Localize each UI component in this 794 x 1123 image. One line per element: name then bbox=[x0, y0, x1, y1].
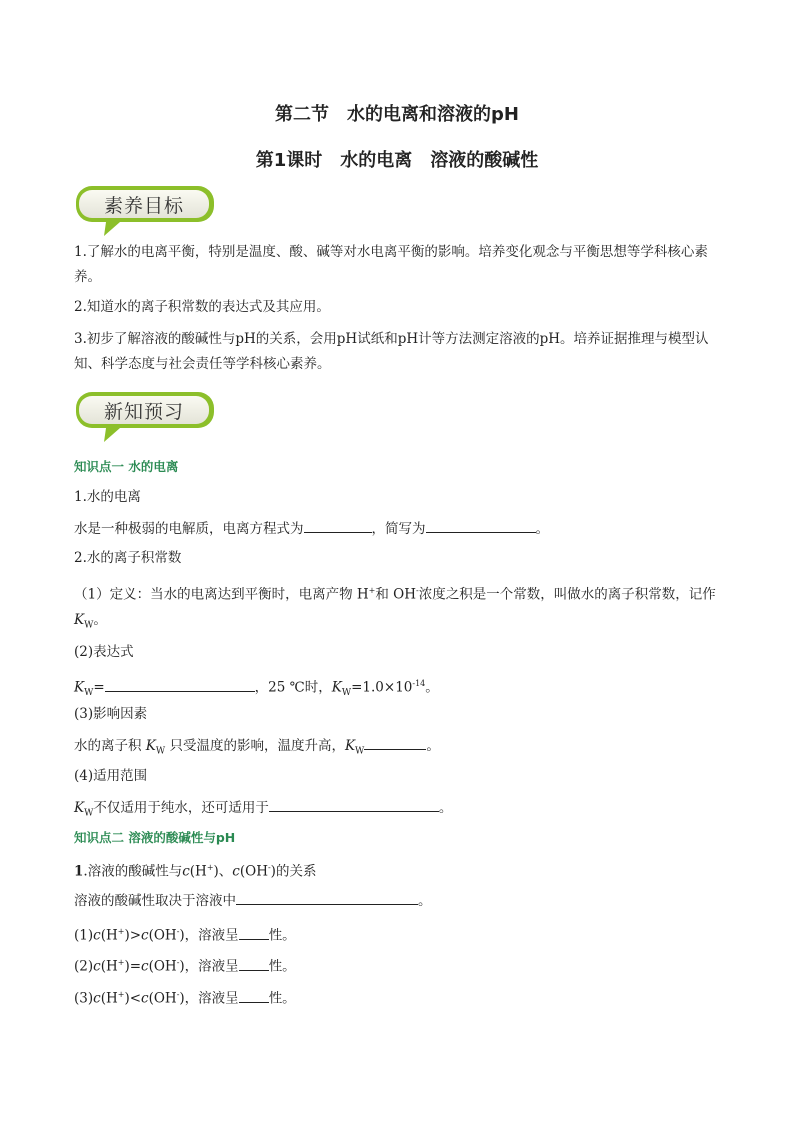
section-label-preview: 新知预习 bbox=[103, 401, 184, 423]
goal-3: 3.初步了解溶液的酸碱性与pH的关系，会用pH试纸和pH计等方法测定溶液的pH。培养证据推理与模型认知、科学态度与社会责任等学科核心素养。 bbox=[74, 331, 709, 372]
kp2-condition-3: (3)c(H+)<c(OH-)，溶液呈 性。 bbox=[74, 985, 724, 1009]
kp2-text: 溶液的酸碱性取决于溶液中 。 bbox=[74, 890, 724, 911]
kp1-ionization-equation-line: 水是一种极弱的电解质，电离方程式为 ，简写为 。 bbox=[74, 518, 724, 539]
kp1-factor-label: (3)影响因素 bbox=[74, 706, 148, 722]
lesson-subtitle: 第1课时 水的电离 溶液的酸碱性 bbox=[255, 150, 539, 171]
section-badge-goals bbox=[74, 184, 216, 242]
kp1-scope-line: $K_W$不仅适用于纯水，还可适用于 。 bbox=[74, 797, 724, 824]
kp1-item-1: 1.水的电离 bbox=[74, 489, 141, 505]
goal-1: 1.了解水的电离平衡，特别是温度、酸、碱等对水电离平衡的影响。培养变化观念与平衡思想等学科核心素养。 bbox=[74, 244, 708, 285]
kp2-item-1: 1.溶液的酸碱性与c(H+)、c(OH-)的关系 bbox=[74, 863, 317, 880]
page-title: 第二节 水的电离和溶液的pH bbox=[275, 104, 519, 125]
answer-blank-determinant[interactable] bbox=[236, 890, 418, 905]
kp1-factor-line: 水的离子积 $K_W$ 只受温度的影响，温度升高，$K_W$ 。 bbox=[74, 735, 724, 762]
knowledge-point-1-title: 知识点一 水的电离 bbox=[74, 459, 179, 474]
knowledge-point-2-title: 知识点二 溶液的酸碱性与pH bbox=[74, 830, 236, 845]
answer-blank-expression[interactable] bbox=[105, 677, 255, 692]
section-label-goals: 素养目标 bbox=[103, 195, 184, 217]
kp1-expression-label: (2)表达式 bbox=[74, 644, 134, 660]
kp1-expression-line: $K_W=$ ，25 ℃时，$K_W=1.0\times 10^{-14}$。 bbox=[74, 674, 724, 703]
answer-blank-scope[interactable] bbox=[269, 797, 439, 812]
kp2-condition-1: (1)c(H+)>c(OH-)，溶液呈 性。 bbox=[74, 922, 724, 946]
kp1-scope-label: (4)适用范围 bbox=[74, 768, 148, 784]
answer-blank-acidity-2[interactable] bbox=[239, 956, 269, 971]
kp1-definition: （1）定义：当水的电离达到平衡时，电离产物 H+和 OH-浓度之积是一个常数，叫做水的离子积常数，记作 $K_W$。 bbox=[74, 586, 716, 631]
answer-blank-factor[interactable] bbox=[364, 735, 426, 750]
answer-blank-short-form[interactable] bbox=[426, 518, 536, 533]
answer-blank-equation[interactable] bbox=[304, 518, 372, 533]
goal-2: 2.知道水的离子积常数的表达式及其应用。 bbox=[74, 299, 330, 315]
answer-blank-acidity-3[interactable] bbox=[239, 988, 269, 1003]
answer-blank-acidity-1[interactable] bbox=[239, 925, 269, 940]
kp2-condition-2: (2)c(H+)=c(OH-)，溶液呈 性。 bbox=[74, 953, 724, 977]
kp1-item-2: 2.水的离子积常数 bbox=[74, 550, 182, 566]
section-badge-preview bbox=[74, 390, 216, 448]
